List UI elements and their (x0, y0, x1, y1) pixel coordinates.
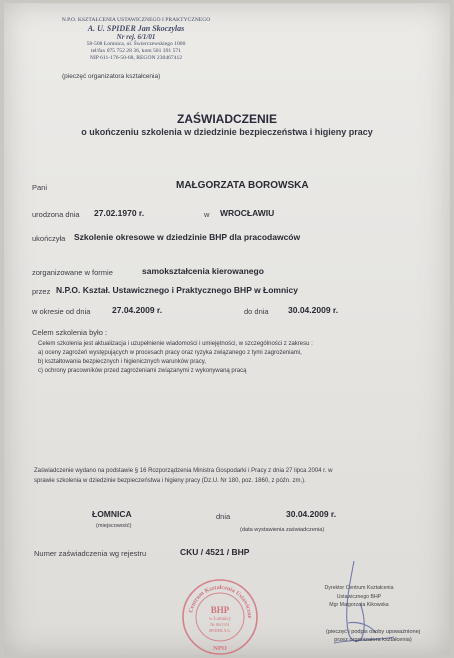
stamp-line: 58-508 Łomnica, ul. Świerczewskiego 1000 (86, 41, 186, 47)
document-subtitle: o ukończeniu szkolenia w dziedzinie bezpieczeństwa i higieny pracy (81, 127, 373, 137)
reg-number: CKU / 4521 / BHP (180, 547, 250, 557)
issue-place-caption: (miejscowość) (96, 523, 132, 529)
signatory-line: Ustawicznego BHP (336, 593, 382, 600)
issue-date: 30.04.2009 r. (286, 509, 337, 519)
stamp-line: tel/fax 075 752 28 36, kom 501 391 571 (91, 48, 181, 54)
goal-item: c) ochrony pracowników przed zagrożeniami związanymi z wykonywaną pracą (38, 368, 247, 374)
stamp-line: Nr rej. 6/1/01 (116, 33, 156, 41)
goal-item: b) kształtowania bezpiecznych i higienicznych warunków pracy, (38, 359, 206, 365)
stamp-line: NIP 611-176-50-68, REGON 230467412 (89, 55, 183, 61)
label-by: przez (32, 287, 51, 296)
organizer-stamp (56, 17, 216, 62)
signatory-line: Dyrektor Centrum Kształcenia (324, 585, 394, 591)
course-form: samokształcenia kierowanego (142, 266, 264, 276)
stamp-line: N.P.O. KSZTAŁCENIA USTAWICZNEGO I PRAKTYCZNEGO (61, 17, 211, 23)
goal-item: a) oceny zagrożeń występujących w procesach pracy oraz ryzyka związanego z tymi zagrożeniami, (38, 350, 302, 356)
seal-ring-text: Centrum Kształcenia Ustawiczne (188, 584, 253, 619)
seal-center-text: BHP (210, 605, 230, 615)
issue-date-caption: (data wystawienia zaświadczenia) (240, 527, 325, 533)
label-period: w okresie od dnia (32, 307, 91, 316)
label-reg-number: Numer zaświadczenia wg rejestru (34, 549, 147, 558)
date-to: 30.04.2009 r. (288, 305, 339, 315)
date-from: 27.04.2009 r. (112, 305, 163, 315)
course-organizer: N.P.O. Kształ. Ustawicznego i Praktycznego BHP w Łomnicy (56, 285, 299, 295)
seal-center-text: Nr 06/1/01 (210, 622, 230, 627)
goal-intro: Celem szkolenia jest aktualizacja i uzupełnienie wiadomości i umiejętności, w szczególności z zakresu : (38, 341, 313, 347)
label-to: do dnia (244, 307, 269, 316)
stamp-caption: (pieczęć organizatora kształcenia) (62, 73, 161, 80)
course-name: Szkolenie okresowe w dziedzinie BHP dla pracodawców (74, 232, 301, 242)
issue-place: ŁOMNICA (92, 509, 132, 519)
stamp-line: A. U. SPIDER Jan Skoczylas (87, 24, 185, 33)
label-pani: Pani (32, 183, 48, 192)
label-in: w (204, 210, 210, 219)
person-name: MAŁGORZATA BOROWSKA (176, 180, 309, 191)
seal-center-text: w Łomnicy (209, 617, 231, 622)
document-title: ZAŚWIADCZENIE (177, 112, 277, 126)
certificate-page (4, 3, 450, 655)
round-seal-stamp (180, 577, 260, 657)
legal-basis-line: Zaświadczenie wydano na podstawie § 16 Rozporządzenia Ministra Gospodarki i Pracy z dnia 27 lipca 2004 r. w (34, 468, 333, 474)
label-issue-date: dnia (216, 512, 231, 521)
legal-basis-line: sprawie szkolenia w dziedzinie bezpieczeństwa i higieny pracy (Dz.U. Nr 180, poz. 1860, z późn. zm.). (34, 478, 306, 484)
label-completed: ukończyła (32, 234, 66, 243)
label-born: urodzona dnia (32, 210, 80, 219)
signature-caption: (pieczęć i podpis osoby upoważnionej (326, 629, 420, 635)
signatory-line: Mgr Małgorzata Kikowska (329, 602, 389, 608)
birth-place: WROCŁAWIU (220, 208, 275, 218)
signature-caption: przez organizatora kształcenia) (334, 637, 412, 643)
seal-center-text: SPIDER A.U. (208, 628, 232, 633)
goal-label: Celem szkolenia było : (32, 328, 108, 337)
birth-date: 27.02.1970 r. (94, 208, 145, 218)
label-form: zorganizowane w formie (32, 268, 113, 277)
seal-bottom-text: NPO (213, 645, 227, 652)
